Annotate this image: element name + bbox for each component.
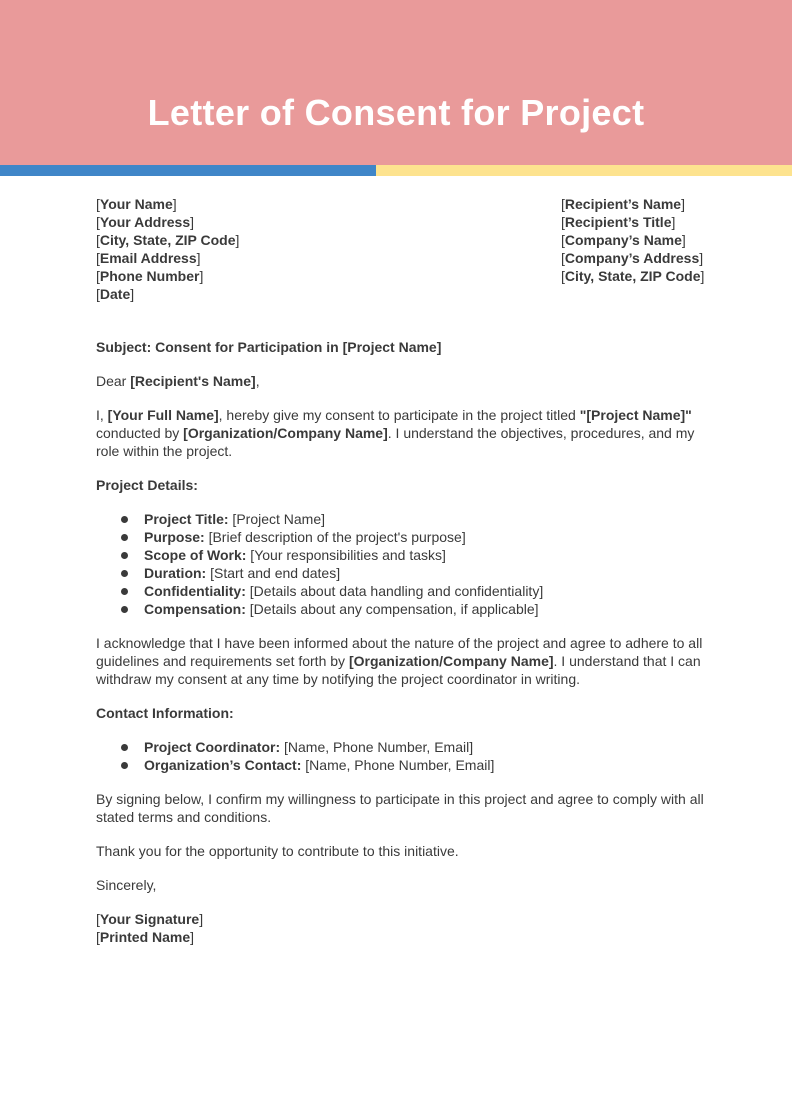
signature-line: [Your Signature]	[96, 911, 204, 927]
accent-bar-blue	[0, 165, 376, 176]
thanks-paragraph: Thank you for the opportunity to contribute to this initiative.	[96, 843, 459, 859]
project-details-list	[96, 510, 706, 618]
address-block	[96, 195, 706, 303]
sender-line: [Your Name]	[96, 196, 177, 212]
recipient-line: [Company’s Address]	[561, 250, 704, 266]
signature-block	[96, 910, 706, 946]
list-item: Scope of Work: [Your responsibilities and tasks]	[96, 546, 706, 564]
subject-line: Subject: Consent for Participation in [Project Name]	[96, 339, 442, 355]
project-details-heading: Project Details:	[96, 477, 198, 493]
greeting: Dear [Recipient's Name],	[96, 373, 260, 389]
sender-line: [Phone Number]	[96, 268, 204, 284]
sender-line: [Email Address]	[96, 250, 201, 266]
accent-bar-yellow	[376, 165, 792, 176]
list-item: Confidentiality: [Details about data handling and confidentiality]	[96, 582, 706, 600]
list-item: Project Coordinator: [Name, Phone Number, Email]	[96, 738, 706, 756]
intro-paragraph: I, [Your Full Name], hereby give my consent to participate in the project titled "[Project Name]" conducted by [Organization/Company Name]. I understand the objectives, procedures, and my role within the project.	[96, 407, 695, 459]
contact-list	[96, 738, 706, 774]
list-item: Purpose: [Brief description of the project's purpose]	[96, 528, 706, 546]
sender-line: [City, State, ZIP Code]	[96, 232, 240, 248]
letter-body	[96, 195, 706, 946]
page-title: Letter of Consent for Project	[147, 91, 645, 133]
list-item: Project Title: [Project Name]	[96, 510, 706, 528]
closing: Sincerely,	[96, 877, 157, 893]
signing-paragraph: By signing below, I confirm my willingness to participate in this project and agree to comply with all stated terms and conditions.	[96, 791, 704, 825]
recipient-address	[561, 195, 723, 303]
acknowledge-paragraph: I acknowledge that I have been informed about the nature of the project and agree to adhere to all guidelines and requirements set forth by [Organization/Company Name]. I understand that I can withdraw my consent at any time by notifying the project coordinator in writing.	[96, 635, 703, 687]
sender-line: [Your Address]	[96, 214, 195, 230]
recipient-line: [City, State, ZIP Code]	[561, 268, 705, 284]
header-banner	[0, 0, 792, 165]
list-item: Duration: [Start and end dates]	[96, 564, 706, 582]
recipient-line: [Company’s Name]	[561, 232, 686, 248]
printed-name-line: [Printed Name]	[96, 929, 195, 945]
list-item: Compensation: [Details about any compensation, if applicable]	[96, 600, 706, 618]
recipient-line: [Recipient’s Name]	[561, 196, 685, 212]
list-item: Organization’s Contact: [Name, Phone Number, Email]	[96, 756, 706, 774]
contact-heading: Contact Information:	[96, 705, 234, 721]
sender-address	[96, 195, 239, 303]
recipient-line: [Recipient’s Title]	[561, 214, 676, 230]
sender-line: [Date]	[96, 286, 135, 302]
